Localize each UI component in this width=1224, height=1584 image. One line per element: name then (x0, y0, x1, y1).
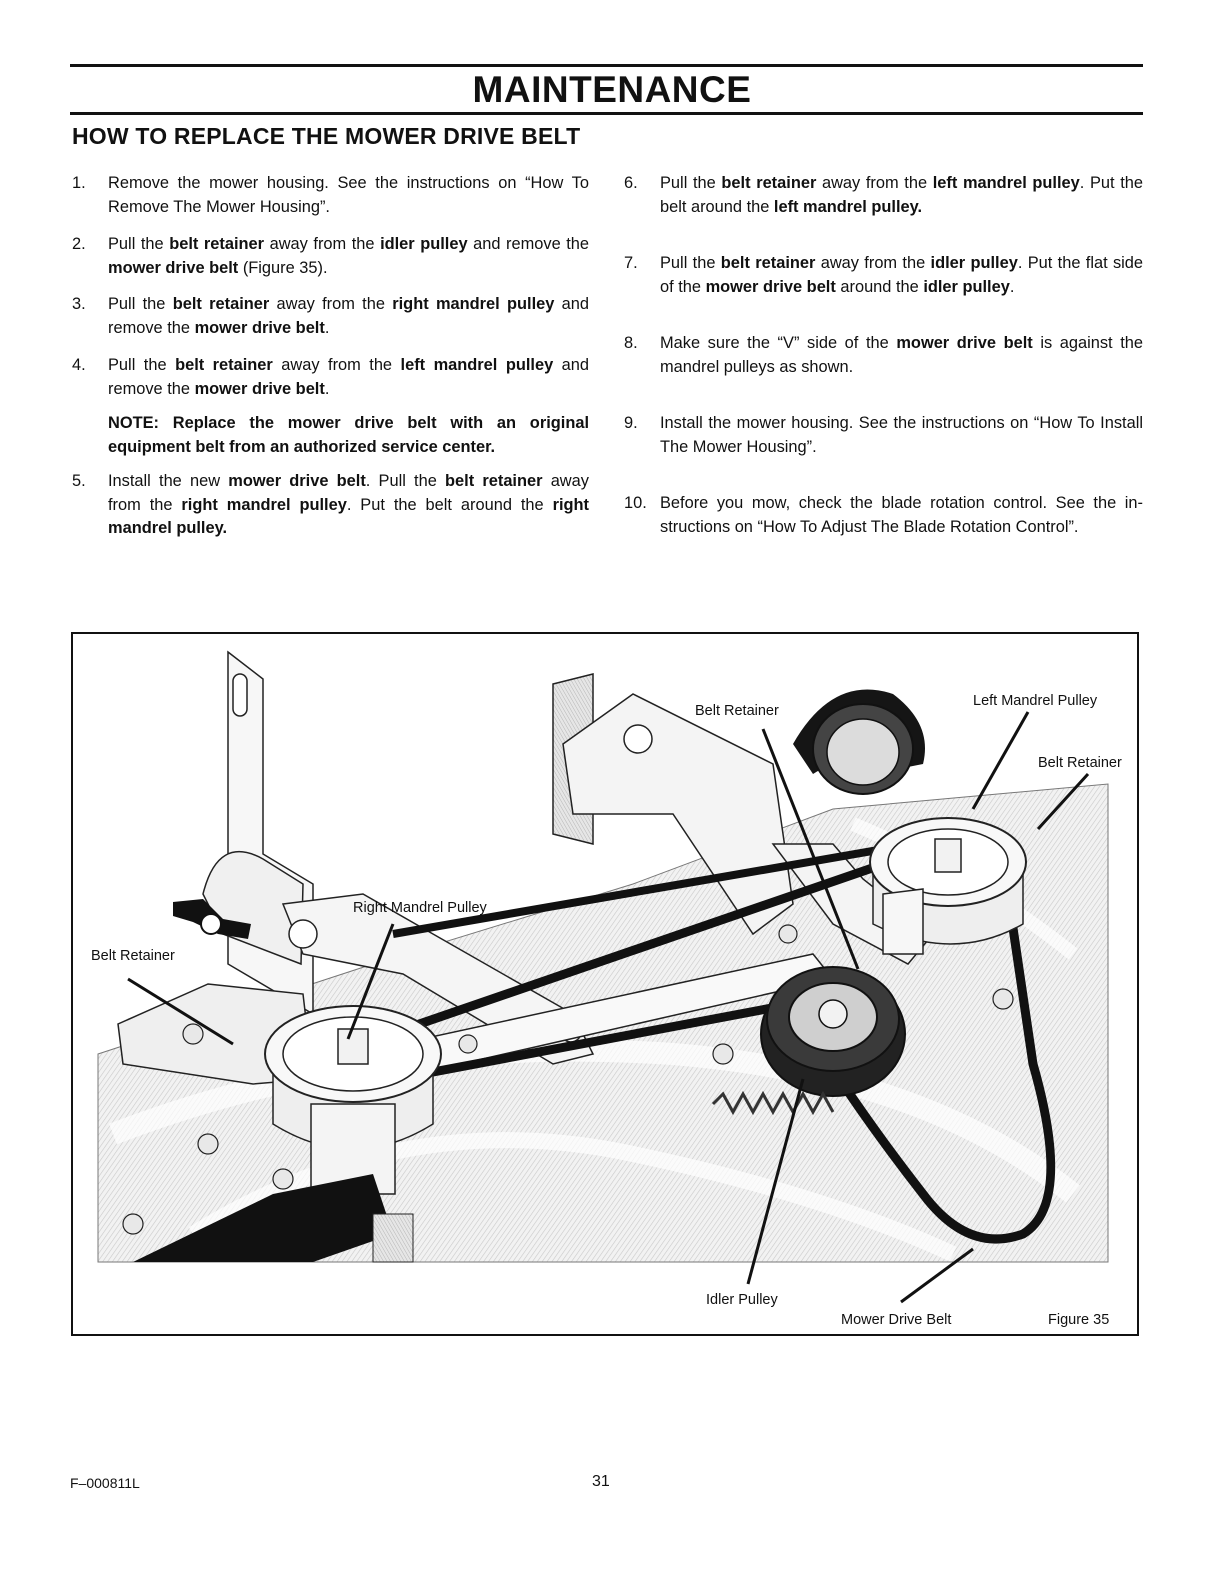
step-2 (72, 233, 589, 280)
step-text-run: (Figure 35). (238, 258, 328, 277)
step-text (108, 233, 589, 280)
mower-deck-illustration (73, 634, 1137, 1334)
step-number: 6. (624, 174, 638, 192)
step-text-run: Pull the (108, 356, 176, 374)
step-text-run: . (324, 379, 330, 398)
note-text: NOTE: Replace the mower drive belt with an original equipment belt from an authorized service center. (108, 414, 589, 456)
step-text-run: away from the (815, 254, 931, 272)
step-text (108, 354, 589, 401)
bold-term: right mandrel pulley (181, 495, 347, 514)
step-6 (624, 172, 1143, 219)
label-left-mandrel-pulley: Left Mandrel Pulley (973, 693, 1098, 709)
label-belt-retainer-top: Belt Retainer (695, 703, 779, 719)
step-5 (72, 470, 589, 541)
step-text-run: away from the (816, 174, 933, 192)
label-mower-drive-belt: Mower Drive Belt (841, 1312, 952, 1328)
step-number: 1. (72, 174, 86, 192)
step-text-run: Before you mow, check the blade rotation control. See the in-structions on “How To Adjust The Blade Rotation Control”. (660, 494, 1143, 536)
step-text-run: away from the (272, 356, 401, 374)
bold-term: right mandrel pulley (392, 295, 555, 313)
step-9 (624, 412, 1143, 459)
bold-term: idler pulley (923, 277, 1010, 296)
step-text-run: Pull the (660, 254, 721, 272)
bold-term: mower drive belt (194, 318, 325, 337)
section-heading: HOW TO REPLACE THE MOWER DRIVE BELT (72, 123, 581, 149)
step-text-run: away from the (264, 235, 381, 253)
step-text-run: . Put the flat side of the (660, 254, 1144, 296)
step-3 (72, 293, 589, 340)
step-text-run: Make sure the “V” side of the (660, 334, 897, 352)
step-text (660, 492, 1143, 539)
bold-term: belt retainer (172, 295, 270, 313)
step-7 (624, 252, 1143, 299)
step-text (108, 172, 589, 219)
bold-term: mower drive belt (705, 277, 836, 296)
bold-term: mower drive belt (108, 258, 239, 277)
label-belt-retainer-right: Belt Retainer (1038, 755, 1122, 771)
bold-term: left mandrel pulley (932, 174, 1080, 192)
step-text-run: and remove the (467, 235, 590, 253)
step-8 (624, 332, 1143, 379)
step-4 (72, 354, 589, 401)
page-title: MAINTENANCE (472, 69, 752, 110)
bold-term: left mandrel pulley (400, 356, 554, 374)
bold-term: belt retainer (169, 235, 265, 253)
step-number: 5. (72, 472, 86, 490)
step-1 (72, 172, 589, 219)
bold-term: belt retainer (175, 356, 273, 374)
figure-35 (71, 632, 1139, 1336)
step-text-run: is against the mandrel pulleys as shown. (660, 334, 1144, 376)
step-text (660, 412, 1143, 459)
step-number: 7. (624, 254, 638, 272)
bold-term: idler pulley (380, 235, 468, 253)
top-rule (70, 64, 1143, 67)
step-text-run: Pull the (108, 235, 170, 253)
bold-term: mower drive belt (228, 472, 366, 490)
step-text (660, 172, 1143, 219)
step-text-run: Install the new (108, 472, 229, 490)
step-number: 9. (624, 414, 638, 432)
bold-term: belt retainer (720, 254, 816, 272)
step-number: 3. (72, 295, 86, 313)
document-code: F–000811L (70, 1475, 140, 1491)
bold-term: belt retainer (721, 174, 817, 192)
bold-term: right mandrel pulley. (108, 495, 589, 537)
label-right-mandrel-pulley: Right Mandrel Pulley (353, 900, 487, 916)
step-text-run: Pull the (108, 295, 173, 313)
step-text-run: . Put the belt around the (660, 174, 1143, 216)
bold-term: idler pulley (930, 254, 1018, 272)
step-text (660, 332, 1143, 379)
step-text-run: and remove the (108, 356, 590, 398)
bold-term: mower drive belt (896, 334, 1033, 352)
step-number: 8. (624, 334, 638, 352)
step-text-run: around the (835, 277, 924, 296)
step-number: 10. (624, 494, 647, 512)
step-text-run: . Put the belt around the (346, 495, 553, 514)
page-number: 31 (592, 1473, 610, 1490)
step-text (108, 293, 589, 340)
label-idler-pulley: Idler Pulley (706, 1292, 778, 1308)
label-belt-retainer-left: Belt Retainer (91, 948, 175, 964)
title-underline (70, 112, 1143, 115)
bold-term: mower drive belt (194, 379, 325, 398)
idler-pulley (761, 967, 905, 1096)
step-text-run: Remove the mower housing. See the instructions on “How To Remove The Mower Housing”. (108, 174, 589, 216)
step-10 (624, 492, 1143, 539)
step-text (108, 470, 589, 541)
bold-term: belt retainer (445, 472, 543, 490)
bold-term: left mandrel pulley. (773, 197, 923, 216)
left-mandrel-pulley (870, 818, 1026, 954)
step-text-run: and remove the (108, 295, 590, 337)
step-text-run: Pull the (660, 174, 722, 192)
step-text-run: Install the mower housing. See the instructions on “How To Install The Mower Housing”. (660, 414, 1143, 456)
step-text-run: . Pull the (365, 472, 446, 490)
step-text-run: away from the (269, 295, 393, 313)
step-number: 4. (72, 356, 86, 374)
figure-number: Figure 35 (1048, 1312, 1110, 1328)
step-text-run: . (324, 318, 330, 337)
step-number: 2. (72, 235, 86, 253)
step-text-run: away from the (108, 472, 589, 514)
step-text-run: . (1009, 277, 1015, 296)
step-text (660, 252, 1143, 299)
